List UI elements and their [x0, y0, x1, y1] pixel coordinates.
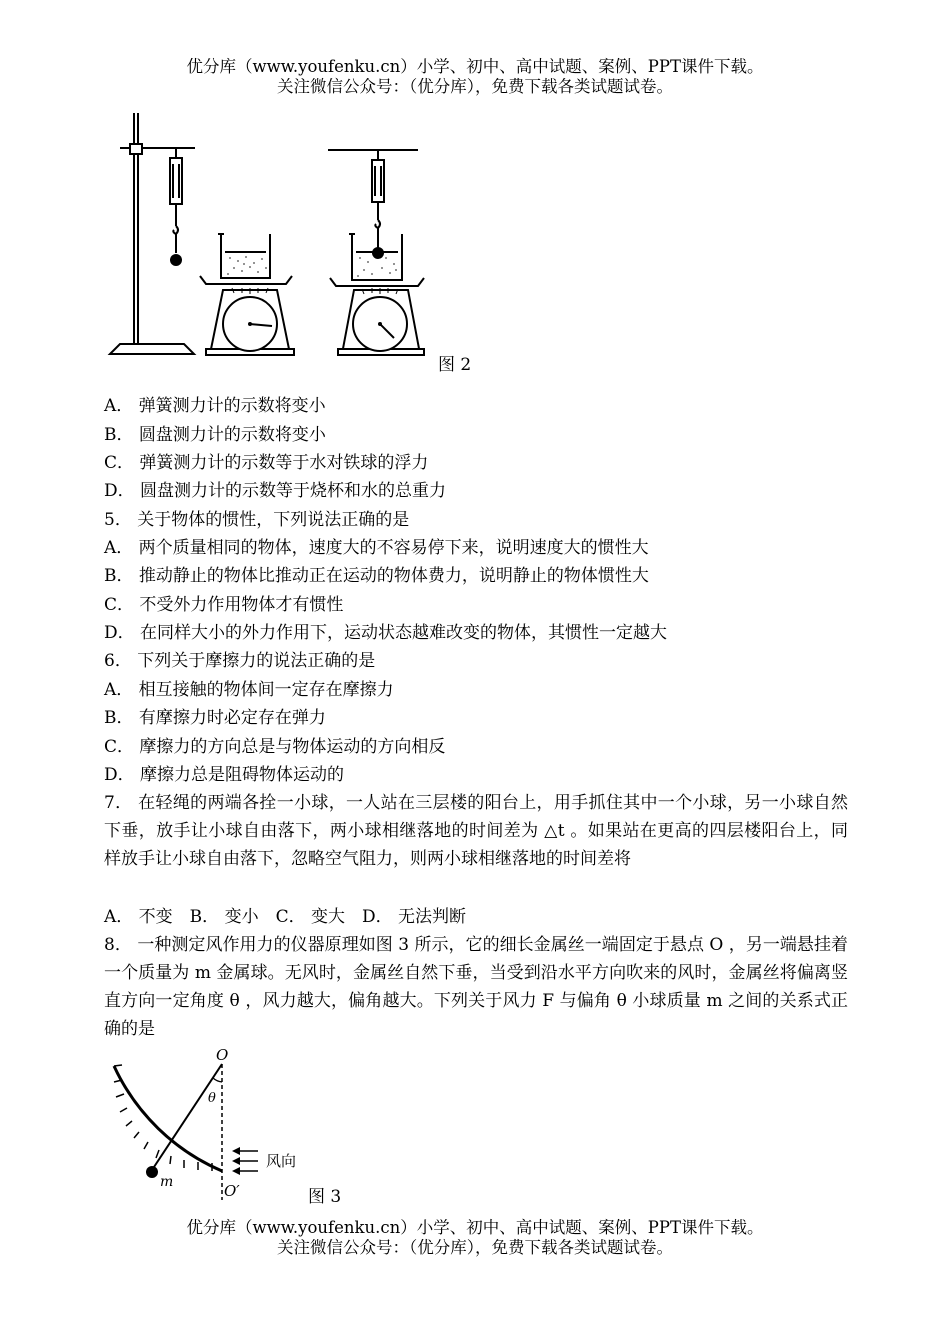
q4-option-a: A． 弹簧测力计的示数将变小 — [104, 396, 326, 416]
q7-options: A． 不变 B． 变小 C． 变大 D． 无法判断 — [104, 907, 467, 927]
footer-line-1: 优分库（www.youfenku.cn）小学、初中、高中试题、案例、PPT课件下载。 — [186, 1218, 764, 1237]
q6-option-a: A． 相互接触的物体间一定存在摩擦力 — [104, 680, 394, 700]
footer-line-2: 关注微信公众号：（优分库），免费下载各类试题试卷。 — [277, 1238, 673, 1257]
q6-option-c: C． 摩擦力的方向总是与物体运动的方向相反 — [104, 737, 446, 757]
figure-2-caption: 图 2 — [438, 355, 472, 375]
q7-stem: 7． 在轻绳的两端各拴一小球，一人站在三层楼的阳台上，用手抓住其中一个小球，另一小球自然下垂，放手让小球自由落下，两小球相继落地的时间差为 △t 。如果站在更高的四层楼阳台上，同样放手让小球自由落下，忽略空气阻力，则两小球相继落地的时间差将 — [104, 793, 848, 869]
figure-3-label-o: O — [216, 1046, 229, 1064]
q6-option-b: B． 有摩擦力时必定存在弹力 — [104, 708, 326, 728]
q8-stem: 8． 一种测定风作用力的仪器原理如图 3 所示，它的细长金属丝一端固定于悬点 O ，另一端悬挂着一个质量为 m 金属球。无风时，金属丝自然下垂，当受到沿水平方向吹来的风时，金属丝将偏离竖直方向一定角度 θ ，风力越大，偏角越大。下列关于风力 F 与偏角 θ 小球质量 m 之间的关系式正确的是 — [104, 935, 848, 1039]
figure-3-label-wind: 风向 — [266, 1152, 297, 1170]
q5-stem: 5． 关于物体的惯性，下列说法正确的是 — [104, 510, 410, 530]
q4-option-b: B． 圆盘测力计的示数将变小 — [104, 425, 326, 445]
q6-stem: 6． 下列关于摩擦力的说法正确的是 — [104, 651, 376, 671]
figure-3-diagram — [100, 1040, 320, 1200]
figure-3-label-m: m — [160, 1174, 174, 1190]
figure-3-label-theta: θ — [208, 1091, 216, 1106]
q5-option-c: C． 不受外力作用物体才有惯性 — [104, 595, 344, 615]
figure-3-caption: 图 3 — [308, 1187, 342, 1207]
header-line-1: 优分库（www.youfenku.cn）小学、初中、高中试题、案例、PPT课件下载。 — [186, 57, 764, 76]
q5-option-d: D． 在同样大小的外力作用下，运动状态越难改变的物体，其惯性一定越大 — [104, 623, 668, 643]
figure-3-label-o-prime: O′ — [224, 1182, 240, 1200]
q5-option-b: B． 推动静止的物体比推动正在运动的物体费力，说明静止的物体惯性大 — [104, 566, 649, 586]
header-line-2: 关注微信公众号：（优分库），免费下载各类试题试卷。 — [277, 77, 673, 96]
q4-option-c: C． 弹簧测力计的示数等于水对铁球的浮力 — [104, 453, 429, 473]
q6-option-d: D． 摩擦力总是阻碍物体运动的 — [104, 765, 345, 785]
q4-option-d: D． 圆盘测力计的示数等于烧杯和水的总重力 — [104, 481, 447, 501]
q5-option-a: A． 两个质量相同的物体，速度大的不容易停下来，说明速度大的惯性大 — [104, 538, 649, 558]
figure-2-diagram-right — [320, 140, 430, 365]
